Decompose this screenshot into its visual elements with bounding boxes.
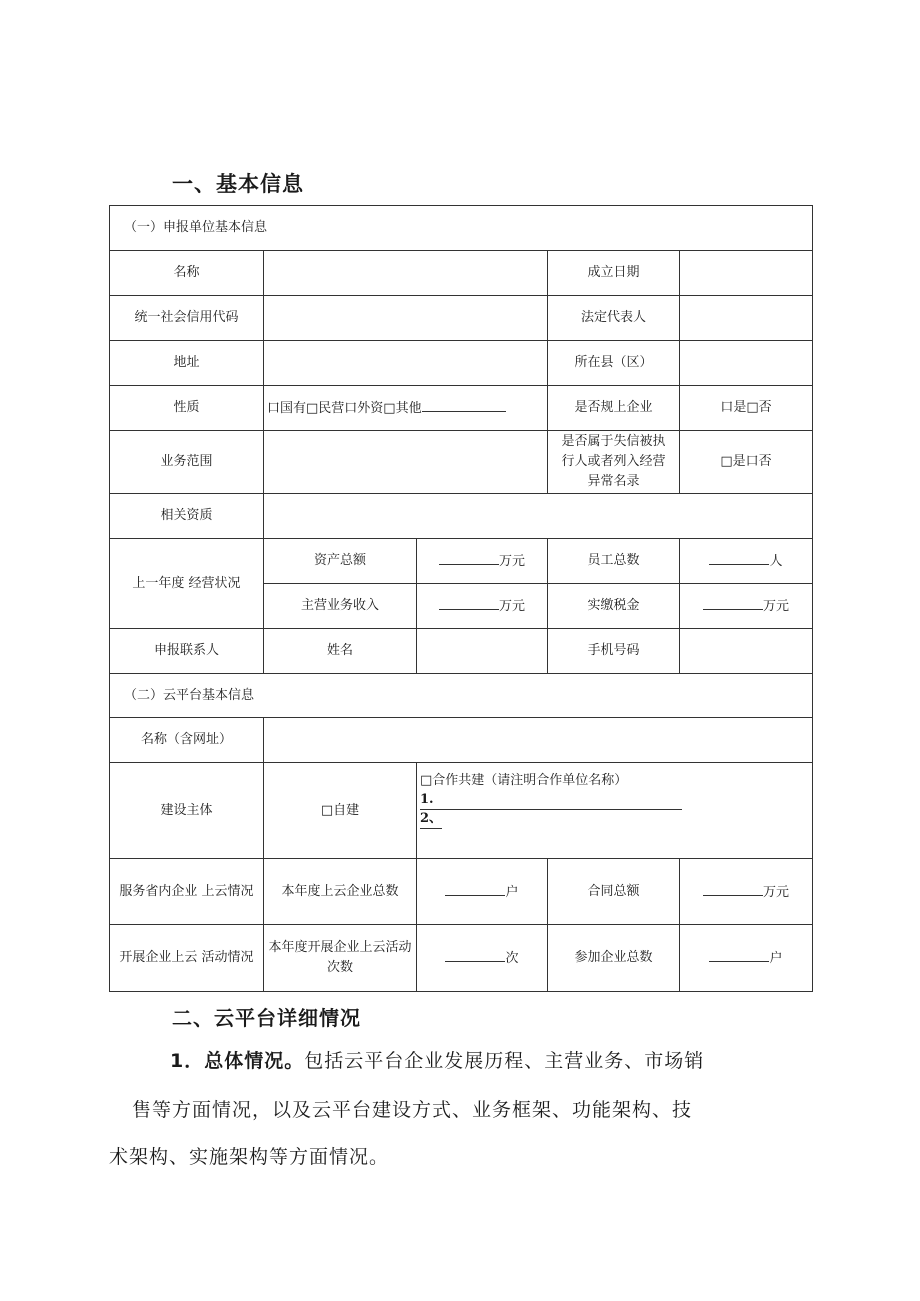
blank-line[interactable] [703, 881, 763, 896]
input-contract[interactable] [680, 859, 813, 925]
paragraph-line-2: 售等方面情况，以及云平台建设方式、业务框架、功能架构、技 [132, 1099, 693, 1121]
nature-options[interactable] [264, 386, 548, 431]
label-builder: 建设主体 [110, 763, 264, 859]
input-address[interactable] [264, 341, 548, 386]
input-contact-name[interactable] [417, 629, 548, 674]
input-phone[interactable] [680, 629, 813, 674]
blank-line[interactable] [445, 947, 505, 962]
builder-coop-cell[interactable] [417, 763, 813, 859]
label-revenue: 主营业务收入 [264, 584, 417, 629]
label-legal-rep: 法定代表人 [548, 296, 680, 341]
label-cloud-name: 名称（含网址） [110, 718, 264, 763]
label-qualification: 相关资质 [110, 494, 264, 539]
blank-line[interactable] [703, 595, 763, 610]
input-name[interactable] [264, 251, 548, 296]
section-heading-basic-info: 一、基本信息 [172, 172, 304, 196]
blank-line[interactable] [439, 550, 499, 565]
label-name: 名称 [110, 251, 264, 296]
paragraph-line-3: 术架构、实施架构等方面情况。 [109, 1146, 390, 1168]
unit-label: 户 [505, 884, 519, 900]
paragraph-text-1: 包括云平台企业发展历程、主营业务、市场销 [304, 1050, 705, 1072]
nature-options-text: 口国有□民营口外资□其他 [267, 401, 422, 416]
label-found-date: 成立日期 [548, 251, 680, 296]
above-scale-options[interactable]: 口是□否 [680, 386, 813, 431]
input-found-date[interactable] [680, 251, 813, 296]
paragraph-line-1 [170, 1047, 704, 1075]
paragraph-lead: 1．总体情况。 [170, 1050, 305, 1072]
builder-self-option[interactable]: □自建 [264, 763, 417, 859]
label-dishonest: 是否属于失信被执行人或者列入经营异常名录 [548, 431, 680, 494]
unit-label: 人 [769, 554, 783, 569]
input-cloud-name[interactable] [264, 718, 813, 763]
label-above-scale: 是否规上企业 [548, 386, 680, 431]
blank-line[interactable] [709, 550, 769, 565]
unit-label: 次 [505, 951, 519, 966]
basic-info-table [109, 205, 813, 992]
input-county[interactable] [680, 341, 813, 386]
label-activity-count: 本年度开展企业上云活动次数 [264, 925, 417, 992]
section-cloud-info: （二）云平台基本信息 [110, 674, 813, 718]
unit-label: 万元 [762, 599, 789, 614]
label-activity: 开展企业上云 活动情况 [110, 925, 264, 992]
label-nature: 性质 [110, 386, 264, 431]
label-cloud-count: 本年度上云企业总数 [264, 859, 417, 925]
unit-label: 万元 [498, 554, 525, 569]
blank-line[interactable] [709, 947, 769, 962]
input-staff[interactable] [680, 539, 813, 584]
label-service: 服务省内企业 上云情况 [110, 859, 264, 925]
label-contact: 申报联系人 [110, 629, 264, 674]
input-qualification[interactable] [264, 494, 813, 539]
input-cloud-count[interactable] [417, 859, 548, 925]
input-activity-count[interactable] [417, 925, 548, 992]
dishonest-options[interactable]: □是口否 [680, 431, 813, 494]
label-contract: 合同总额 [548, 859, 680, 925]
label-phone: 手机号码 [548, 629, 680, 674]
label-tax: 实缴税金 [548, 584, 680, 629]
label-business-scope: 业务范围 [110, 431, 264, 494]
section-heading-details: 二、云平台详细情况 [172, 1006, 361, 1030]
label-operation: 上一年度 经营状况 [110, 539, 264, 629]
label-credit-code: 统一社会信用代码 [110, 296, 264, 341]
label-assets: 资产总额 [264, 539, 417, 584]
label-county: 所在县（区） [548, 341, 680, 386]
blank-line[interactable] [439, 595, 499, 610]
coop-partner-line-1[interactable]: 1. [420, 791, 682, 810]
unit-label: 万元 [762, 884, 789, 900]
label-address: 地址 [110, 341, 264, 386]
label-join: 参加企业总数 [548, 925, 680, 992]
input-legal-rep[interactable] [680, 296, 813, 341]
section-unit-info: （一）申报单位基本信息 [110, 206, 813, 251]
label-staff: 员工总数 [548, 539, 680, 584]
input-assets[interactable] [417, 539, 548, 584]
unit-label: 户 [769, 951, 783, 966]
input-tax[interactable] [680, 584, 813, 629]
input-credit-code[interactable] [264, 296, 548, 341]
input-business-scope[interactable] [264, 431, 548, 494]
builder-coop-option[interactable]: □合作共建（请注明合作单位名称） [420, 773, 628, 788]
nature-other-line[interactable] [422, 397, 506, 412]
unit-label: 万元 [498, 599, 525, 614]
blank-line[interactable] [445, 881, 505, 896]
label-contact-name: 姓名 [264, 629, 417, 674]
input-join[interactable] [680, 925, 813, 992]
input-revenue[interactable] [417, 584, 548, 629]
coop-partner-line-2[interactable]: 2、 [420, 810, 442, 829]
